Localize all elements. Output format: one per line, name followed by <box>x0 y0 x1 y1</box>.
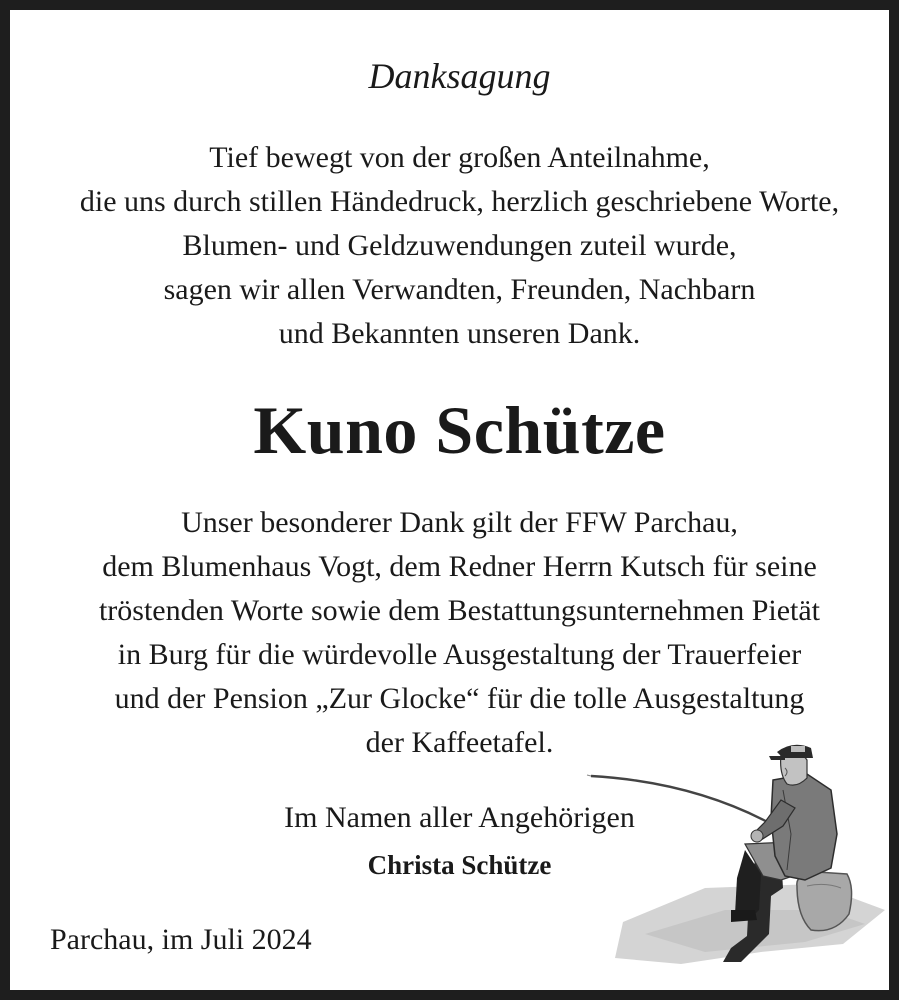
deceased-name: Kuno Schütze <box>253 392 666 468</box>
intro-line: und Bekannten unseren Dank. <box>278 317 641 350</box>
signatory-name: Christa Schütze <box>367 850 552 880</box>
place-date: Parchau, im Juli 2024 <box>50 923 312 956</box>
intro-line: die uns durch stillen Händedruck, herzlich geschriebene Worte, <box>79 185 840 218</box>
signature-intro: Im Namen aller Angehörigen <box>284 801 635 834</box>
thanks-line: und der Pension „Zur Glocke“ für die tolle Ausgestaltung <box>114 682 805 715</box>
thanks-line: tröstenden Worte sowie dem Bestattungsunternehmen Pietät <box>98 594 821 627</box>
thanks-line: der Kaffeetafel. <box>365 726 554 759</box>
intro-line: sagen wir allen Verwandten, Freunden, Nachbarn <box>163 273 756 306</box>
thanks-line: dem Blumenhaus Vogt, dem Redner Herrn Kutsch für seine <box>102 550 817 583</box>
intro-line: Tief bewegt von der großen Anteilnahme, <box>209 141 710 174</box>
notice-heading: Danksagung <box>368 56 551 96</box>
fisherman-illustration <box>585 738 895 973</box>
intro-line: Blumen- und Geldzuwendungen zuteil wurde, <box>182 229 737 262</box>
thanks-line: Unser besonderer Dank gilt der FFW Parchau, <box>181 506 738 539</box>
thanks-line: in Burg für die würdevolle Ausgestaltung der Trauerfeier <box>117 638 802 671</box>
